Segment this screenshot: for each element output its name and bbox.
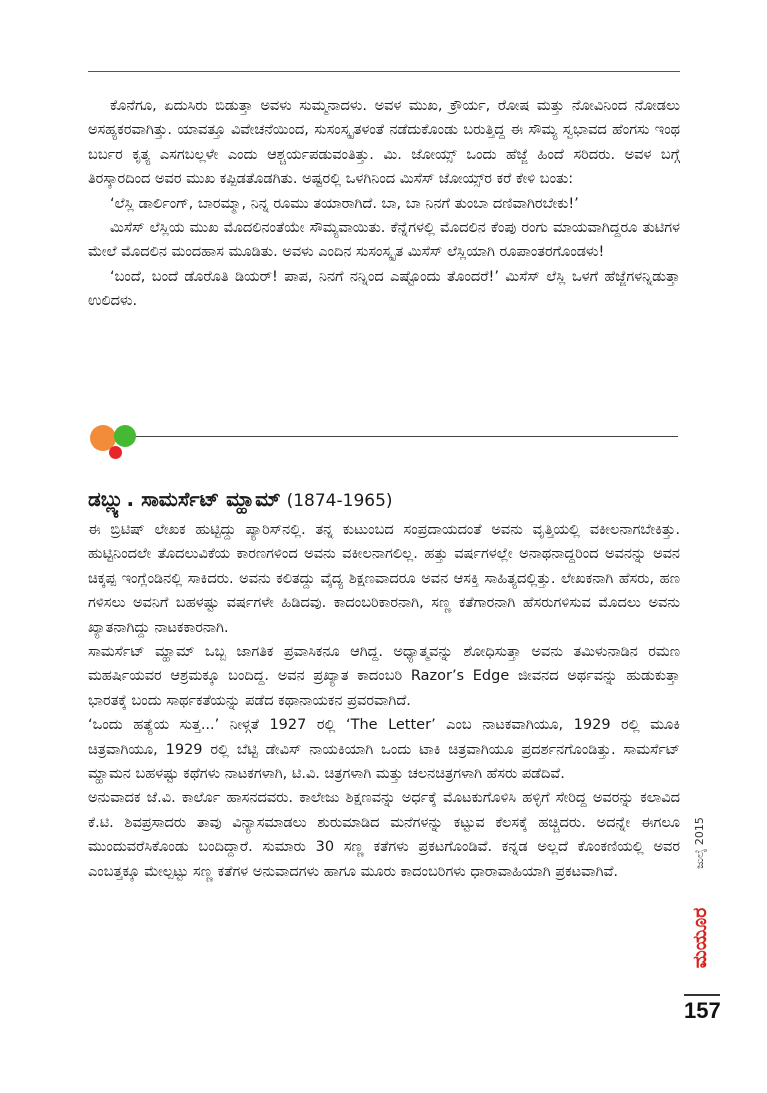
bio-paragraph: ‘ಒಂದು ಹತ್ಯೆಯ ಸುತ್ತ...’ ನೀಳ್ಗತೆ 1927 ರಲ್ಲಿ ‘The Letter’ ಎಂಬ ನಾಟಕವಾಗಿಯೂ, 1929 ರಲ್ಲಿ ಮೂಕಿ ಚಿತ್ರವಾಗಿಯೂ, 1929 ರಲ್ಲಿ ಬೆಟ್ಟಿ ಡೇವಿಸ್ ನಾಯಕಿಯಾಗಿ ಒಂದು ಟಾಕಿ ಚಿತ್ರವಾಗಿಯೂ ಪ್ರದರ್ಶನಗೊಂಡಿತ್ತು. ಸಾಮರ್ಸೆಟ್ ಮ್ಹಾಮನ ಬಹಳಷ್ಟು ಕಥೆಗಳು ನಾಟಕಗಳಾಗಿ, ಟಿ.ವಿ. ಚಿತ್ರಗಳಾಗಿ ಮತ್ತು ಚಲನಚಿತ್ರಗಳಾಗಿ ಹೆಸರು ಪಡೆದಿವೆ. — [88, 717, 680, 783]
issue-date — [688, 808, 712, 878]
issue-date-label: ಜುಲೈ 2015 — [693, 817, 706, 869]
story-text — [88, 94, 680, 314]
red-dot-icon — [109, 446, 122, 459]
author-name: ಡಬ್ಲ್ಯು. ಸಾಮರ್ಸೆಟ್ ಮ್ಹಾಮ್ — [88, 487, 281, 511]
author-bio — [88, 518, 680, 884]
bio-paragraph: ಈ ಬ್ರಿಟಿಷ್ ಲೇಖಕ ಹುಟ್ಟಿದ್ದು ಪ್ಯಾರಿಸ್‌ನಲ್ಲಿ. ತನ್ನ ಕುಟುಂಬದ ಸಂಪ್ರದಾಯದಂತೆ ಅವನು ವೃತ್ತಿಯಲ್ಲಿ ವಕೀಲನಾಗಬೇಕಿತ್ತು. ಹುಟ್ಟಿನಿಂದಲೇ ತೊದಲುವಿಕೆಯ ಕಾರಣಗಳಿಂದ ಅವನು ವಕೀಲನಾಗಲಿಲ್ಲ. ಹತ್ತು ವರ್ಷಗಳಲ್ಲೇ ಅನಾಥನಾದ್ದರಿಂದ ಅವನನ್ನು ಅವನ ಚಿಕ್ಕಪ್ಪ ಇಂಗ್ಲೆಂಡಿನಲ್ಲಿ ಸಾಕಿದರು. ಅವನು ಕಲಿತದ್ದು ವೈದ್ಯ ಶಿಕ್ಷಣವಾದರೂ ಅವನ ಆಸಕ್ತಿ ಸಾಹಿತ್ಯದಲ್ಲಿತ್ತು. ಲೇಖಕನಾಗಿ ಹೆಸರು, ಹಣ ಗಳಿಸಲು ಅವನಿಗೆ ಬಹಳಷ್ಟು ವರ್ಷಗಳೇ ಹಿಡಿದವು. ಕಾದಂಬರಿಕಾರನಾಗಿ, ಸಣ್ಣ ಕತೆಗಾರನಾಗಿ ಹೆಸರುಗಳಿಸುವ ಮೊದಲು ಅವನು ಖ್ಯಾತನಾಗಿದ್ದು ನಾಟಕಕಾರನಾಗಿ. — [88, 522, 680, 636]
author-heading — [88, 487, 688, 511]
bio-paragraph: ಸಾಮರ್ಸೆಟ್ ಮ್ಹಾಮ್ ಒಬ್ಬ ಜಾಗತಿಕ ಪ್ರವಾಸಿಕನೂ ಆಗಿದ್ದ. ಅಧ್ಯಾತ್ಮವನ್ನು ಶೋಧಿಸುತ್ತಾ ಅವನು ತಮಿಳುನಾಡಿನ ರಮಣ ಮಹರ್ಷಿಯವರ ಆಶ್ರಮಕ್ಕೂ ಬಂದಿದ್ದ. ಅವನ ಪ್ರಖ್ಯಾತ ಕಾದಂಬರಿ Razor’s Edge ಜೀವನದ ಅರ್ಥವನ್ನು ಹುಡುಕುತ್ತಾ ಭಾರತಕ್ಕೆ ಬಂದು ಸಾರ್ಥಕತೆಯನ್ನು ಪಡೆದ ಕಥಾನಾಯಕನ ಪ್ರವರವಾಗಿದೆ. — [88, 644, 680, 709]
magazine-logo — [685, 895, 715, 980]
author-years: (1874-1965) — [286, 491, 393, 511]
magazine-logo-text: ಮಯೂರ — [689, 907, 711, 968]
page-number-rule — [684, 994, 720, 996]
page-number: 157 — [684, 998, 721, 1023]
top-rule — [88, 71, 680, 72]
divider-line — [136, 436, 678, 437]
green-dot-icon — [114, 425, 136, 447]
story-paragraph: ಕೊನೆಗೂ, ಏದುಸಿರು ಬಿಡುತ್ತಾ ಅವಳು ಸುಮ್ಮನಾದಳು. ಅವಳ ಮುಖ, ಕ್ರೌರ್ಯ, ರೋಷ ಮತ್ತು ನೋವಿನಿಂದ ನೋಡಲು ಅಸಹ್ಯಕರವಾಗಿತ್ತು. ಯಾವತ್ತೂ ವಿವೇಚನೆಯಿಂದ, ಸುಸಂಸ್ಕೃತಳಂತೆ ನಡೆದುಕೊಂಡು ಬರುತ್ತಿದ್ದ ಈ ಸೌಮ್ಯ ಸ್ವಭಾವದ ಹೆಂಗಸು ಇಂಥ ಬರ್ಬರ ಕೃತ್ಯ ಎಸಗಬಲ್ಲಳೇ ಎಂದು ಆಶ್ಚರ್ಯಪಡುವಂತಿತ್ತು. ಮಿ. ಜೋಯ್ಸ್ ಒಂದು ಹೆಜ್ಜೆ ಹಿಂದೆ ಸರಿದರು. ಅವಳ ಬಗ್ಗೆ ತಿರಸ್ಕಾರದಿಂದ ಅವರ ಮುಖ ಕಪ್ಪಿಡತೊಡಗಿತು. ಅಷ್ಟರಲ್ಲಿ ಒಳಗಿನಿಂದ ಮಿಸೆಸ್ ಜೋಯ್ಸ್‌ರ ಕರೆ ಕೇಳಿ ಬಂತು: — [88, 98, 680, 188]
section-divider — [88, 418, 688, 458]
story-paragraph: ‘ಲೆಸ್ಲಿ ಡಾರ್ಲಿಂಗ್, ಬಾರಮ್ಮಾ, ನಿನ್ನ ರೂಮು ತಯಾರಾಗಿದೆ. ಬಾ, ಬಾ ನಿನಗೆ ತುಂಬಾ ದಣಿವಾಗಿರಬೇಕು!’ — [110, 195, 579, 212]
story-paragraph: ಮಿಸೆಸ್ ಲೆಸ್ಲಿಯ ಮುಖ ಮೊದಲಿನಂತೆಯೇ ಸೌಮ್ಯವಾಯಿತು. ಕೆನ್ನೆಗಳಲ್ಲಿ ಮೊದಲಿನ ಕೆಂಪು ರಂಗು ಮಾಯವಾಗಿದ್ದರೂ ತುಟಿಗಳ ಮೇಲೆ ಮೊದಲಿನ ಮಂದಹಾಸ ಮೂಡಿತು. ಅವಳು ಎಂದಿನ ಸುಸಂಸ್ಕೃತ ಮಿಸೆಸ್ ಲೆಸ್ಲಿಯಾಗಿ ರೂಪಾಂತರಗೊಂಡಳು! — [88, 220, 680, 261]
bio-paragraph: ಅನುವಾದಕ ಜೆ.ವಿ. ಕಾರ್ಲೊ ಹಾಸನದವರು. ಕಾಲೇಜು ಶಿಕ್ಷಣವನ್ನು ಅರ್ಧಕ್ಕೆ ಮೊಟಕುಗೊಳಿಸಿ ಹಳ್ಳಿಗೆ ಸೇರಿದ್ದ ಅವರನ್ನು ಕಲಾವಿದ ಕೆ.ಟಿ. ಶಿವಪ್ರಸಾದರು ತಾವು ವಿನ್ಯಾಸಮಾಡಲು ಶುರುಮಾಡಿದ ಮನೆಗಳನ್ನು ಕಟ್ಟುವ ಕೆಲಸಕ್ಕೆ ಹಚ್ಚಿದರು. ಅದನ್ನೇ ಈಗಲೂ ಮುಂದುವರೆಸಿಕೊಂಡು ಬಂದಿದ್ದಾರೆ. ಸುಮಾರು 30 ಸಣ್ಣ ಕತೆಗಳು ಪ್ರಕಟಗೊಂಡಿವೆ. ಕನ್ನಡ ಅಲ್ಲದೆ ಕೊಂಕಣಿಯಲ್ಲಿ ಅವರ ಎಂಬತ್ತಕ್ಕೂ ಮೇಲ್ಪಟ್ಟು ಸಣ್ಣ ಕತೆಗಳ ಅನುವಾದಗಳು ಹಾಗೂ ಮೂರು ಕಾದಂಬರಿಗಳು ಧಾರಾವಾಹಿಯಾಗಿ ಪ್ರಕಟವಾಗಿವೆ. — [88, 790, 680, 880]
story-paragraph: ‘ಬಂದೆ, ಬಂದೆ ಡೊರೊತಿ ಡಿಯರ್! ಪಾಪ, ನಿನಗೆ ನನ್ನಿಂದ ಎಷ್ಟೊಂದು ತೊಂದರೆ!’ ಮಿಸೆಸ್ ಲೆಸ್ಲಿ ಒಳಗೆ ಹೆಜ್ಜೆಗಳನ್ನಿಡುತ್ತಾ ಉಲಿದಳು. — [88, 268, 680, 310]
